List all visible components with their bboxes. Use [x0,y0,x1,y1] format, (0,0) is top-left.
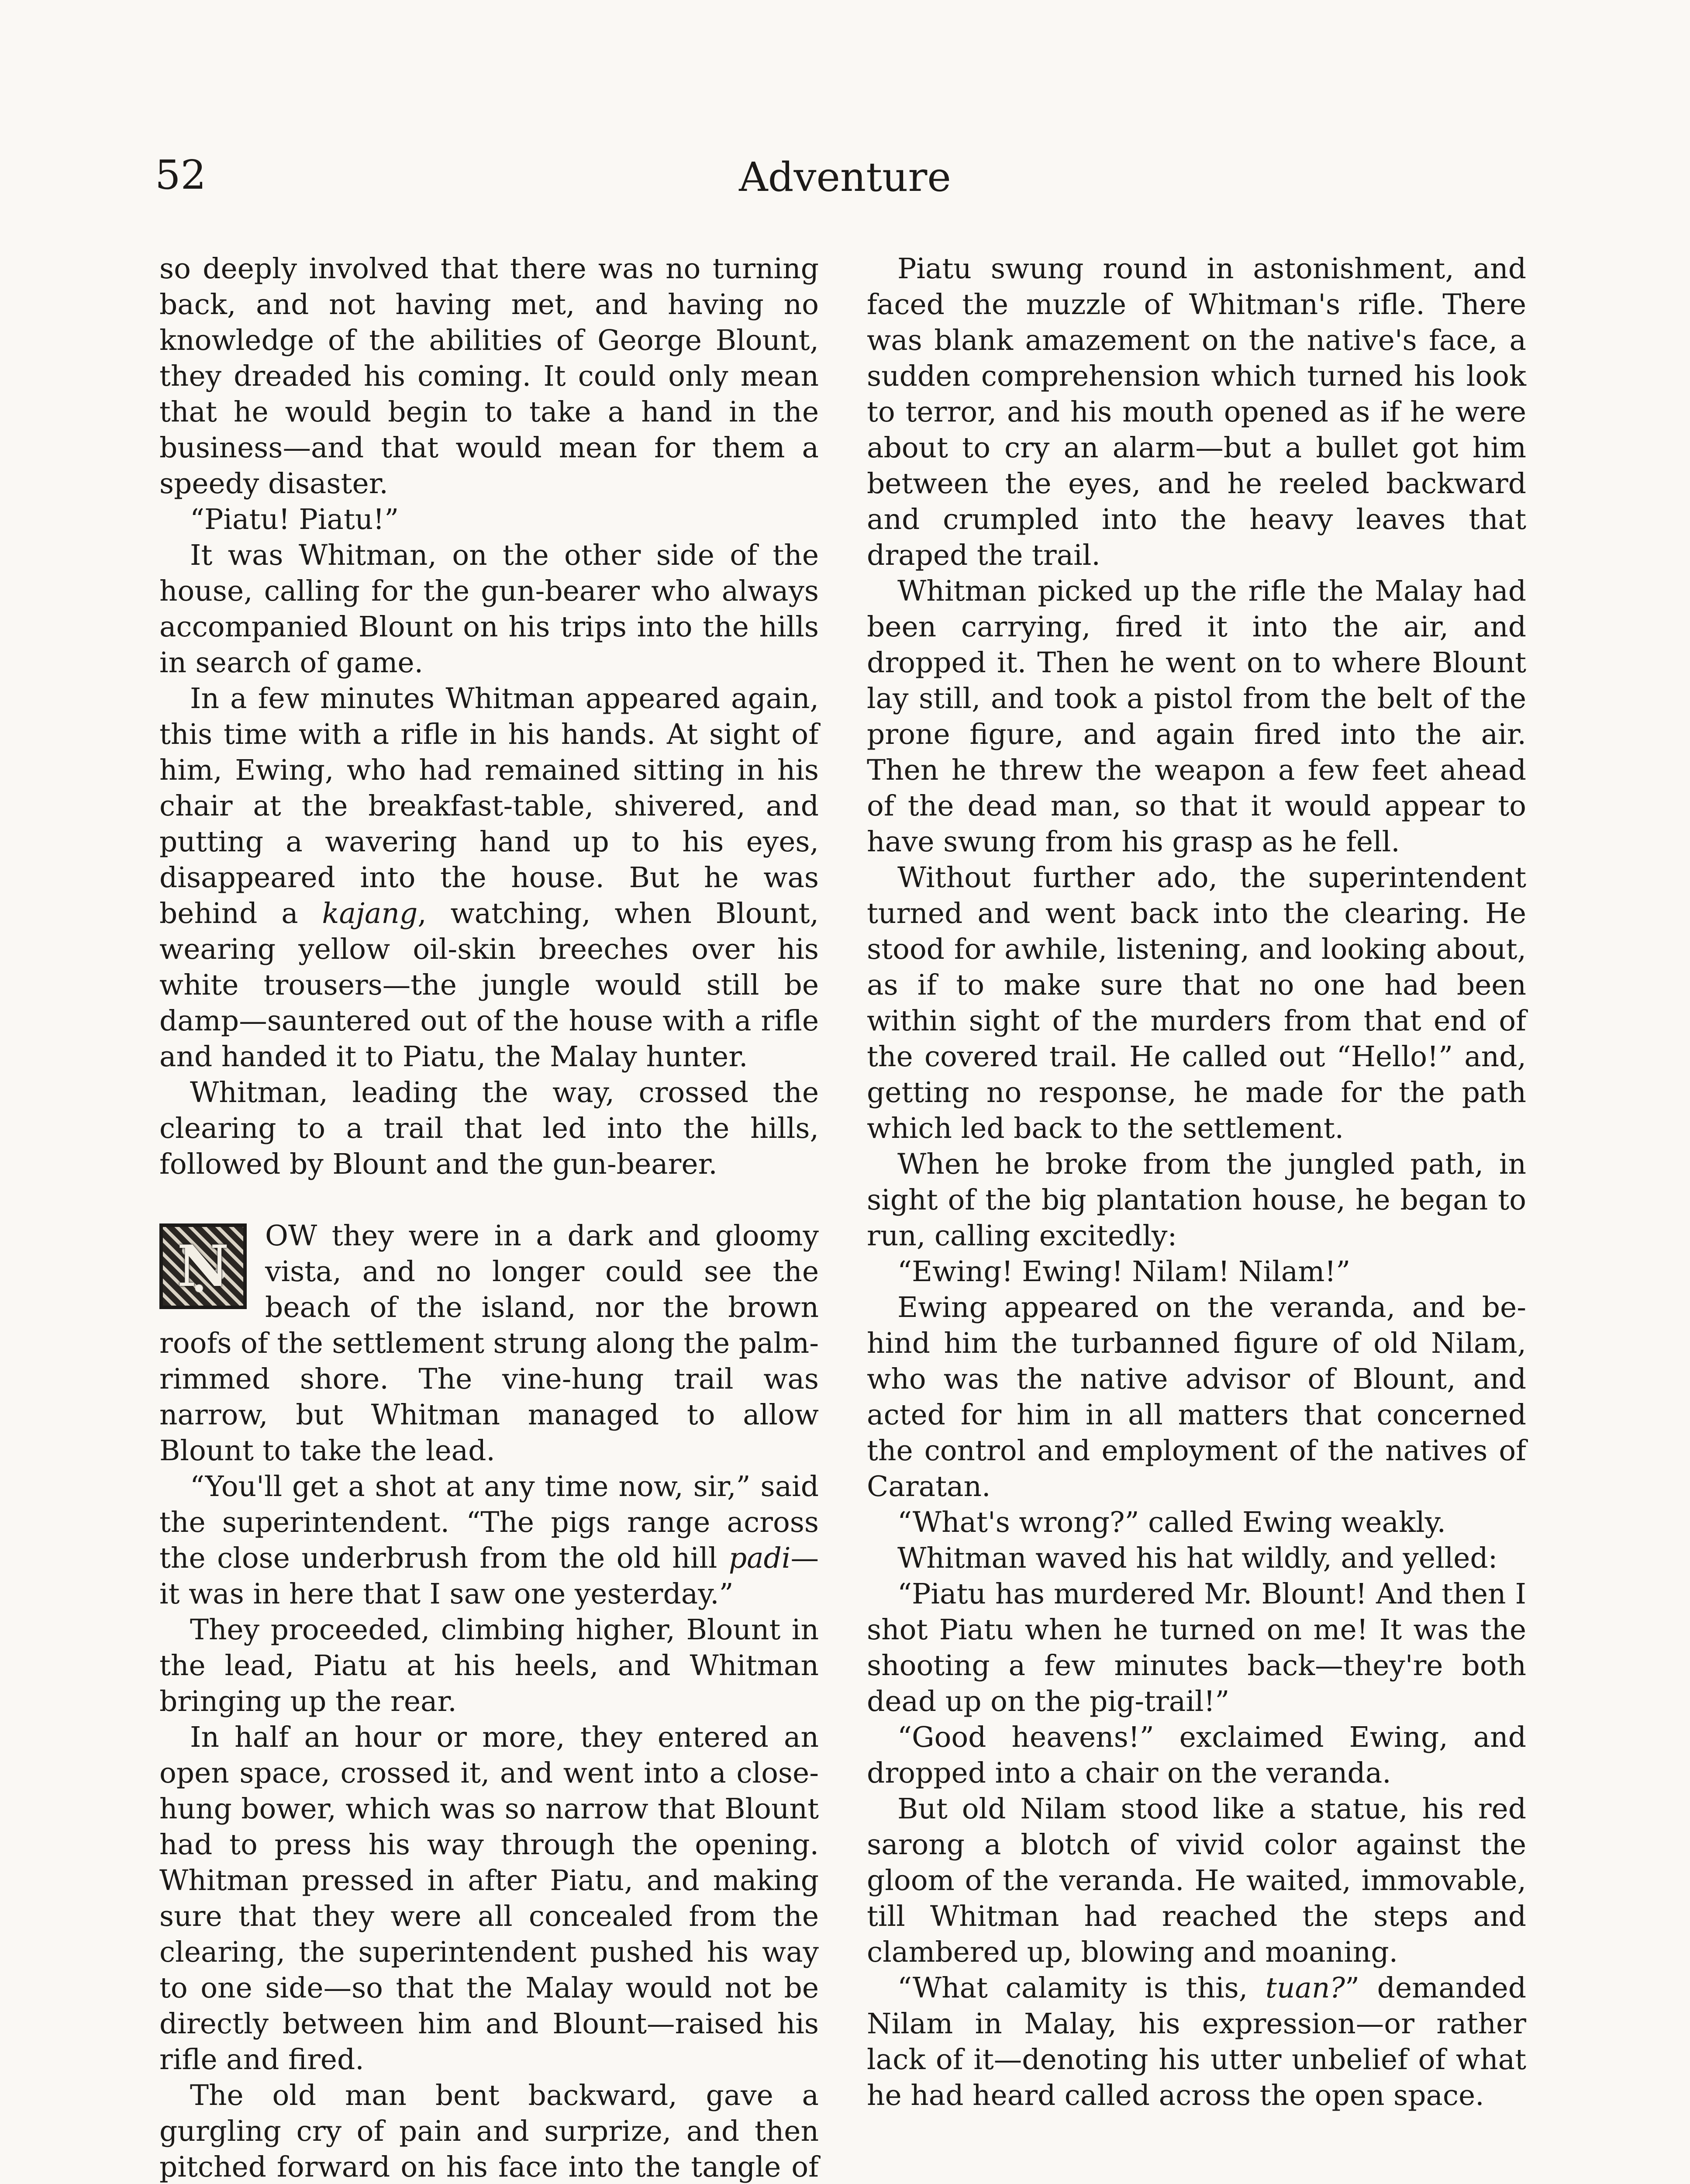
paragraph: They proceeded, climbing higher, Blount in the lead, Piatu at his heels, and Whitman bringing up the rear. [159,1614,819,1718]
left-column [159,251,819,2184]
section-start-paragraph [159,1218,819,1469]
page-number: 52 [155,152,207,198]
paragraph-text: —it was in here that I saw one yesterday.” [159,1542,819,1610]
paragraph: It was Whitman, on the other side of the house, calling for the gun-bearer who always accompanied Blount on his trips into the hills in search of game. [159,539,819,679]
paragraph: “Good heavens!” exclaimed Ewing, and dropped into a chair on the veranda. [867,1721,1526,1790]
paragraph: The old man bent backward, gave a gurgling cry of pain and surprize, and then pitched forward on his face into the tangle of [159,2079,819,2184]
paragraph: “What's wrong?” called Ewing weakly. [897,1506,1446,1539]
paragraph-text: OW they were in a dark and gloomy vista, and no longer could see the beach of the island, nor the brown roofs of the settlement strung along the palm-rimmed shore. The vine-hung trail was narrow, but Whitman managed to allow Blount to take the lead. [159,1220,819,1467]
paragraph [159,1469,819,1612]
paragraph: When he broke from the jungled path, in sight of the big plantation house, he began to run, calling excitedly: [867,1148,1526,1252]
paragraph-text: ” demanded Nilam in Malay, his expression—or rather lack of it—denoting his utter unbelief of what he had heard called across the open space. [867,1972,1526,2112]
paragraph: Whitman picked up the rifle the Malay had been carrying, fired it into the air, and dropped it. Then he went on to where Blount lay still, and took a pistol from the belt of the prone figure, and again fired into the air. Then he threw the weapon a few feet ahead of the dead man, so that it would appear to have swung from his grasp as he fell. [867,575,1526,858]
italic-word: tuan? [1265,1972,1345,2004]
paragraph: Piatu swung round in astonishment, and faced the muzzle of Whitman's rifle. There was blank amazement on the native's face, a sudden comprehension which turned his look to terror, and his mouth opened as if he were about to cry an alarm—but a bullet got him between the eyes, and he reeled backward and crumpled into the heavy leaves that draped the trail. [867,252,1526,572]
paragraph: Without further ado, the superintendent turned and went back into the clearing. He stood for awhile, listening, and looking about, as if to make sure that no one had been within sight of the murders from that end of the covered trail. He called out “Hello!” and, getting no response, he made for the path which led back to the settlement. [867,861,1526,1145]
paragraph: Whitman waved his hat wildly, and yelled: [897,1542,1498,1575]
paragraph: Ewing appeared on the veranda, and behind him the turbanned figure of old Nilam, who was the native advisor of Blount, and acted for him in all matters that concerned the control and employment of the natives of Caratan. [867,1291,1526,1503]
drop-cap-letter: N [177,1233,229,1299]
paragraph: Whitman, leading the way, crossed the clearing to a trail that led into the hills, followed by Blount and the gun-bearer. [159,1076,819,1181]
paragraph [867,1970,1526,2114]
paragraph: But old Nilam stood like a statue, his red sarong a blotch of vivid color against the gloom of the veranda. He waited, immovable, till Whitman had reached the steps and clambered up, blowing and moaning. [867,1793,1526,1969]
paragraph-text: , watching, when Blount, wearing yellow oil-skin breeches over his white trousers—the jungle would still be damp—sauntered out of the house with a rifle and handed it to Piatu, the Malay hunter. [159,897,819,1073]
running-title: Adventure [739,154,951,200]
right-column [867,251,1526,2114]
italic-word: kajang [322,897,418,930]
paragraph: In half an hour or more, they entered an open space, crossed it, and went into a close-hung bower, which was so narrow that Blount had to press his way through the opening. Whitman pressed in after Piatu, and making sure that they were all concealed from the clearing, the superintendent pushed his way to one side—so that the Malay would not be directly between him and Blount—raised his rifle and fired. [159,1721,819,2076]
paragraph: “Piatu has murdered Mr. Blount! And then I shot Piatu when he turned on me! It was the shooting a few minutes back—they're both dead up on the pig-trail!” [867,1578,1526,1718]
paragraph-text: “What calamity is this, [897,1972,1266,2004]
paragraph: so deeply involved that there was no turning back, and not having met, and having no knowledge of the abilities of George Blount, they dreaded his coming. It could only mean that he would begin to take a hand in the business—and that would mean for them a speedy disaster. [159,252,819,500]
paragraph [159,681,819,1075]
paragraph-text: “You'll get a shot at any time now, sir,” said the superintendent. “The pigs range across the close underbrush from the old hill [159,1470,819,1575]
paragraph: “Ewing! Ewing! Nilam! Nilam!” [897,1255,1351,1288]
paragraph-text: In a few minutes Whitman appeared again, this time with a rifle in his hands. At sight of him, Ewing, who had remained sitting in his chair at the breakfast-table, shivered, and putting a wavering hand up to his eyes, disappeared into the house. But he was behind a [159,682,819,930]
paragraph: “Piatu! Piatu!” [190,503,399,536]
italic-word: padi [728,1542,791,1575]
drop-cap [159,1223,247,1309]
